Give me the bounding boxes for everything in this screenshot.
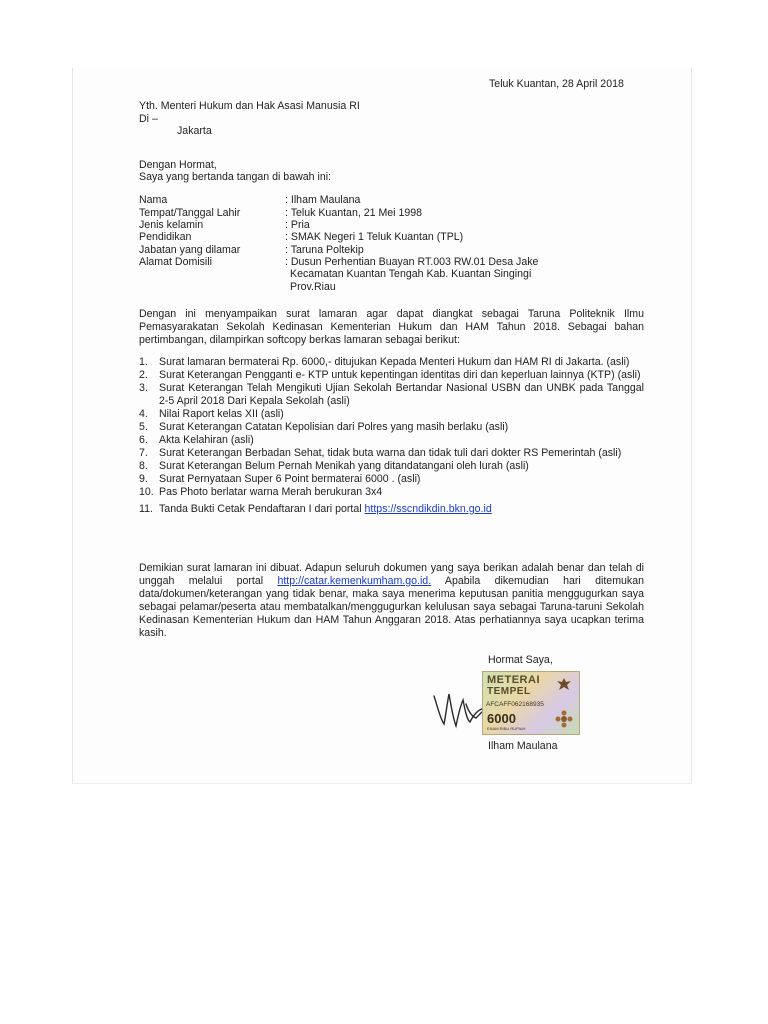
closing-text-2: Apabila dikemudian hari ditemukan data/dokumen/keterangan yang tidak benar, maka saya menerima keputusan panitia menggugurkan saya sebagai pelamar/peserta atau membatalkan/menggugurkan kelulusan saya sebagai Taruna-taruni Sekolah Kedinasan Kementerian Hukum dan HAM Tahun Anggaran 2018. Atas perhatiannya saya ucapkan terima kasih.	[139, 575, 644, 639]
stamp-caption: ENAM RIBU RUPIAH	[487, 726, 526, 731]
item-number: 2.	[139, 369, 148, 381]
intro-sentence: Saya yang bertanda tangan di bawah ini:	[139, 171, 332, 183]
identity-label-education: Pendidikan	[139, 231, 192, 243]
garuda-emblem-icon	[555, 676, 573, 694]
flower-ornament-icon	[555, 710, 573, 728]
recipient-line-2: Di –	[139, 113, 158, 125]
sign-off: Hormat Saya,	[488, 654, 553, 666]
attachment-item	[139, 460, 644, 473]
item-text: Surat Keterangan Berbadan Sehat, tidak buta warna dan tidak tuli dari dokter RS Pemerintah (asli)	[159, 447, 622, 459]
stamp-line-2: TEMPEL	[487, 686, 531, 697]
item-text: Surat lamaran bermaterai Rp. 6000,- ditujukan Kepada Menteri Hukum dan HAM RI di Jakarta. (asli)	[159, 356, 630, 368]
item-text: Surat Keterangan Belum Pernah Menikah yang ditandatangani oleh lurah (asli)	[159, 460, 529, 472]
item-text: Surat Keterangan Catatan Kepolisian dari Polres yang masih berlaku (asli)	[159, 421, 509, 433]
item-number: 9.	[139, 473, 148, 485]
identity-label-address: Alamat Domisili	[139, 256, 212, 268]
attachment-item	[139, 356, 644, 369]
identity-label-birth: Tempat/Tanggal Lahir	[139, 207, 241, 219]
recipient-line-1: Yth. Menteri Hukum dan Hak Asasi Manusia RI	[139, 100, 360, 112]
identity-value-birth: : Teluk Kuantan, 21 Mei 1998	[285, 207, 423, 219]
attachment-item	[139, 486, 644, 499]
item-number: 6.	[139, 434, 148, 446]
closing-paragraph	[139, 562, 644, 640]
attachment-item	[139, 434, 644, 447]
address-continuation-2: Prov.Riau	[290, 281, 336, 293]
attachment-item	[139, 369, 644, 382]
identity-label-gender: Jenis kelamin	[139, 219, 204, 231]
attachment-item	[139, 473, 644, 486]
identity-value-education: : SMAK Negeri 1 Teluk Kuantan (TPL)	[285, 231, 464, 243]
revenue-stamp	[482, 671, 580, 735]
sscn-portal-link[interactable]: https://sscndikdin.bkn.go.id	[364, 503, 492, 515]
item-number: 4.	[139, 408, 148, 420]
stamp-code: AFCAFF062168935	[486, 701, 544, 708]
intro-paragraph: Dengan ini menyampaikan surat lamaran agar dapat diangkat sebagai Taruna Politeknik Ilmu Pemasyarakatan Sekolah Kedinasan Kementerian Hukum dan HAM Tahun 2018. Sebagai bahan pertimbangan, dilampirkan softcopy berkas lamaran sebagai berikut:	[139, 308, 644, 346]
attachment-list	[139, 356, 644, 516]
identity-value-address: : Dusun Perhentian Buayan RT.003 RW.01 Desa Jake	[285, 256, 539, 268]
letter-page	[72, 68, 692, 784]
attachment-item	[139, 503, 644, 516]
item-text: Akta Kelahiran (asli)	[159, 434, 254, 446]
item-text: Tanda Bukti Cetak Pendaftaran I dari portal	[159, 503, 365, 515]
item-text: Surat Keterangan Telah Mengikuti Ujian Sekolah Bertandar Nasional USBN dan UNBK pada Tanggal 2-5 April 2018 Dari Kepala Sekolah (asli)	[159, 382, 644, 407]
address-continuation-1: Kecamatan Kuantan Tengah Kab. Kuantan Singingi	[290, 268, 532, 280]
identity-label-position: Jabatan yang dilamar	[139, 244, 241, 256]
attachment-item	[139, 408, 644, 421]
item-text: Nilai Raport kelas XII (asli)	[159, 408, 284, 420]
salutation: Dengan Hormat,	[139, 159, 217, 171]
item-number: 3.	[139, 382, 148, 394]
item-text: Surat Pernyataan Super 6 Point bermaterai 6000 . (asli)	[159, 473, 421, 485]
attachment-item	[139, 382, 644, 408]
attachment-item	[139, 447, 644, 460]
item-number: 7.	[139, 447, 148, 459]
stamp-value: 6000	[487, 711, 516, 726]
place-date: Teluk Kuantan, 28 April 2018	[489, 78, 624, 90]
catar-portal-link[interactable]: http://catar.kemenkumham.go.id.	[277, 575, 432, 587]
item-number: 1.	[139, 356, 148, 368]
signer-name: Ilham Maulana	[488, 740, 558, 752]
item-text: Pas Photo berlatar warna Merah berukuran 3x4	[159, 486, 383, 498]
item-number: 8.	[139, 460, 148, 472]
item-text: Surat Keterangan Pengganti e- KTP untuk kepentingan identitas diri dan keperluan lainnya (KTP) (asli)	[159, 369, 641, 381]
identity-label-name: Nama	[139, 194, 168, 206]
item-number: 11.	[139, 503, 153, 515]
identity-value-gender: : Pria	[285, 219, 310, 231]
closing-text-1: Demikian surat lamaran ini dibuat. Adapun seluruh dokumen yang saya berikan adalah benar dan telah di unggah melalui portal	[139, 562, 644, 587]
attachment-item	[139, 421, 644, 434]
stamp-line-1: METERAI	[487, 674, 540, 686]
item-number: 5.	[139, 421, 148, 433]
identity-value-name: : Ilham Maulana	[285, 194, 361, 206]
recipient-city: Jakarta	[177, 125, 212, 137]
item-number: 10.	[139, 486, 154, 498]
identity-value-position: : Taruna Poltekip	[285, 244, 364, 256]
